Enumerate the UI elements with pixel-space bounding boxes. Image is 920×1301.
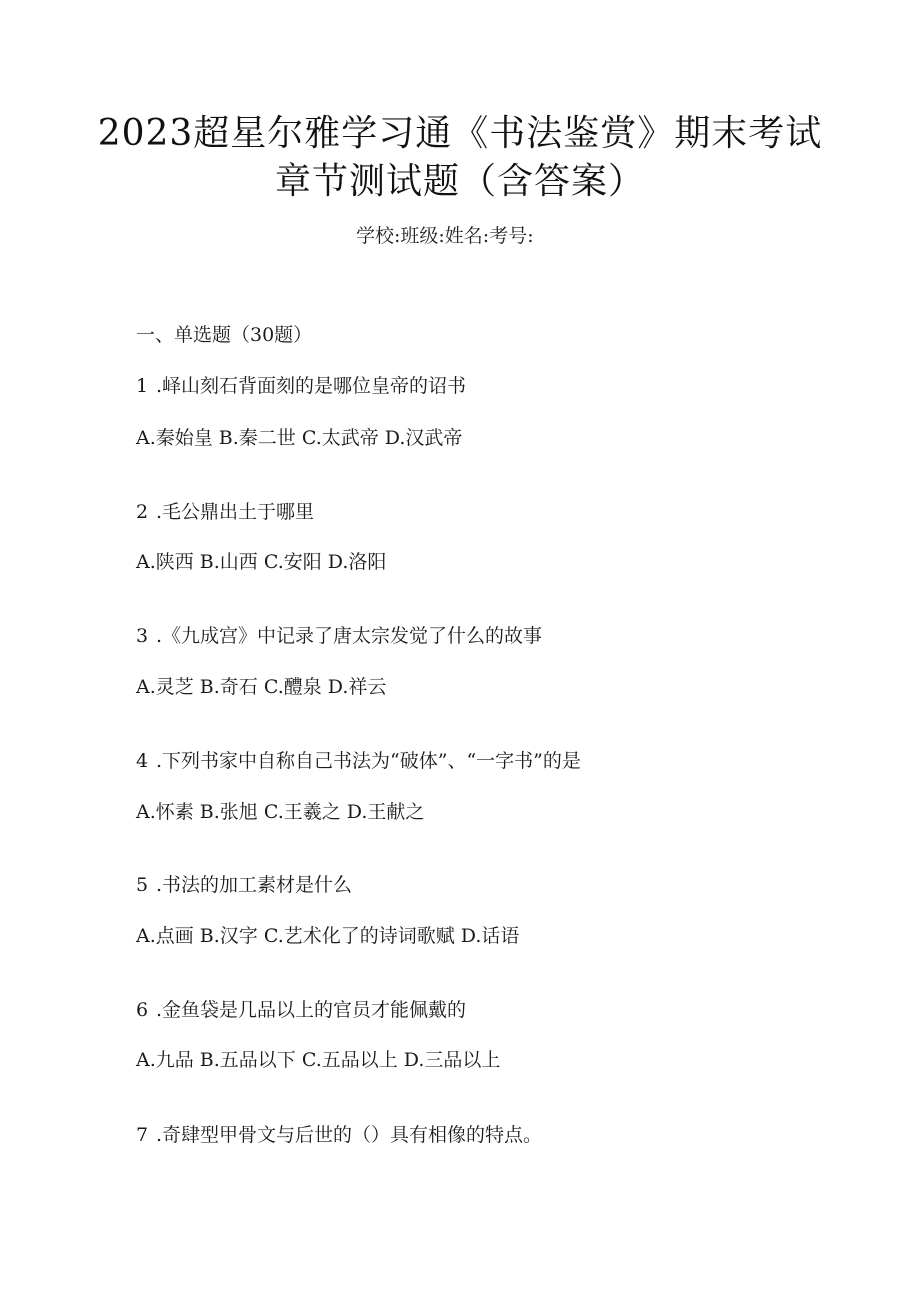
question-6-options: A.九品 B.五品以下 C.五品以上 D.三品以上 <box>136 1049 501 1071</box>
section-heading: 一、单选题（30题） <box>136 324 313 346</box>
question-1 <box>136 373 466 399</box>
document-title-line2: 章节测试题（含答案） <box>274 161 645 202</box>
question-number: 6 <box>136 999 149 1021</box>
question-number: 2 <box>136 501 149 523</box>
question-number: 4 <box>136 750 149 772</box>
question-5 <box>136 872 352 898</box>
question-5-options: A.点画 B.汉字 C.艺术化了的诗词歌赋 D.话语 <box>136 925 520 947</box>
question-number: 1 <box>136 375 149 397</box>
question-text: .下列书家中自称自己书法为“破体”、“一字书”的是 <box>156 750 581 772</box>
document-title-line1: 2023超星尔雅学习通《书法鉴赏》期末考试 <box>97 113 823 154</box>
question-4-options: A.怀素 B.张旭 C.王羲之 D.王献之 <box>136 801 425 823</box>
question-2 <box>136 499 314 525</box>
question-6 <box>136 997 466 1023</box>
student-info-line: 学校:班级:姓名:考号: <box>356 225 534 247</box>
question-number: 5 <box>136 874 149 896</box>
question-4 <box>136 748 581 774</box>
question-text: .峄山刻石背面刻的是哪位皇帝的诏书 <box>156 375 467 397</box>
question-2-options: A.陕西 B.山西 C.安阳 D.洛阳 <box>136 551 387 573</box>
question-text: .奇肆型甲骨文与后世的（）具有相像的特点。 <box>156 1124 543 1146</box>
question-text: .金鱼袋是几品以上的官员才能佩戴的 <box>156 999 467 1021</box>
question-text: .毛公鼎出土于哪里 <box>156 501 315 523</box>
question-7 <box>136 1122 542 1148</box>
question-text: .书法的加工素材是什么 <box>156 874 353 896</box>
question-1-options: A.秦始皇 B.秦二世 C.太武帝 D.汉武帝 <box>136 427 463 449</box>
question-3-options: A.灵芝 B.奇石 C.醴泉 D.祥云 <box>136 676 387 698</box>
question-text: .《九成宫》中记录了唐太宗发觉了什么的故事 <box>156 625 543 647</box>
question-number: 3 <box>136 625 149 647</box>
question-3 <box>136 623 542 649</box>
question-number: 7 <box>136 1124 149 1146</box>
